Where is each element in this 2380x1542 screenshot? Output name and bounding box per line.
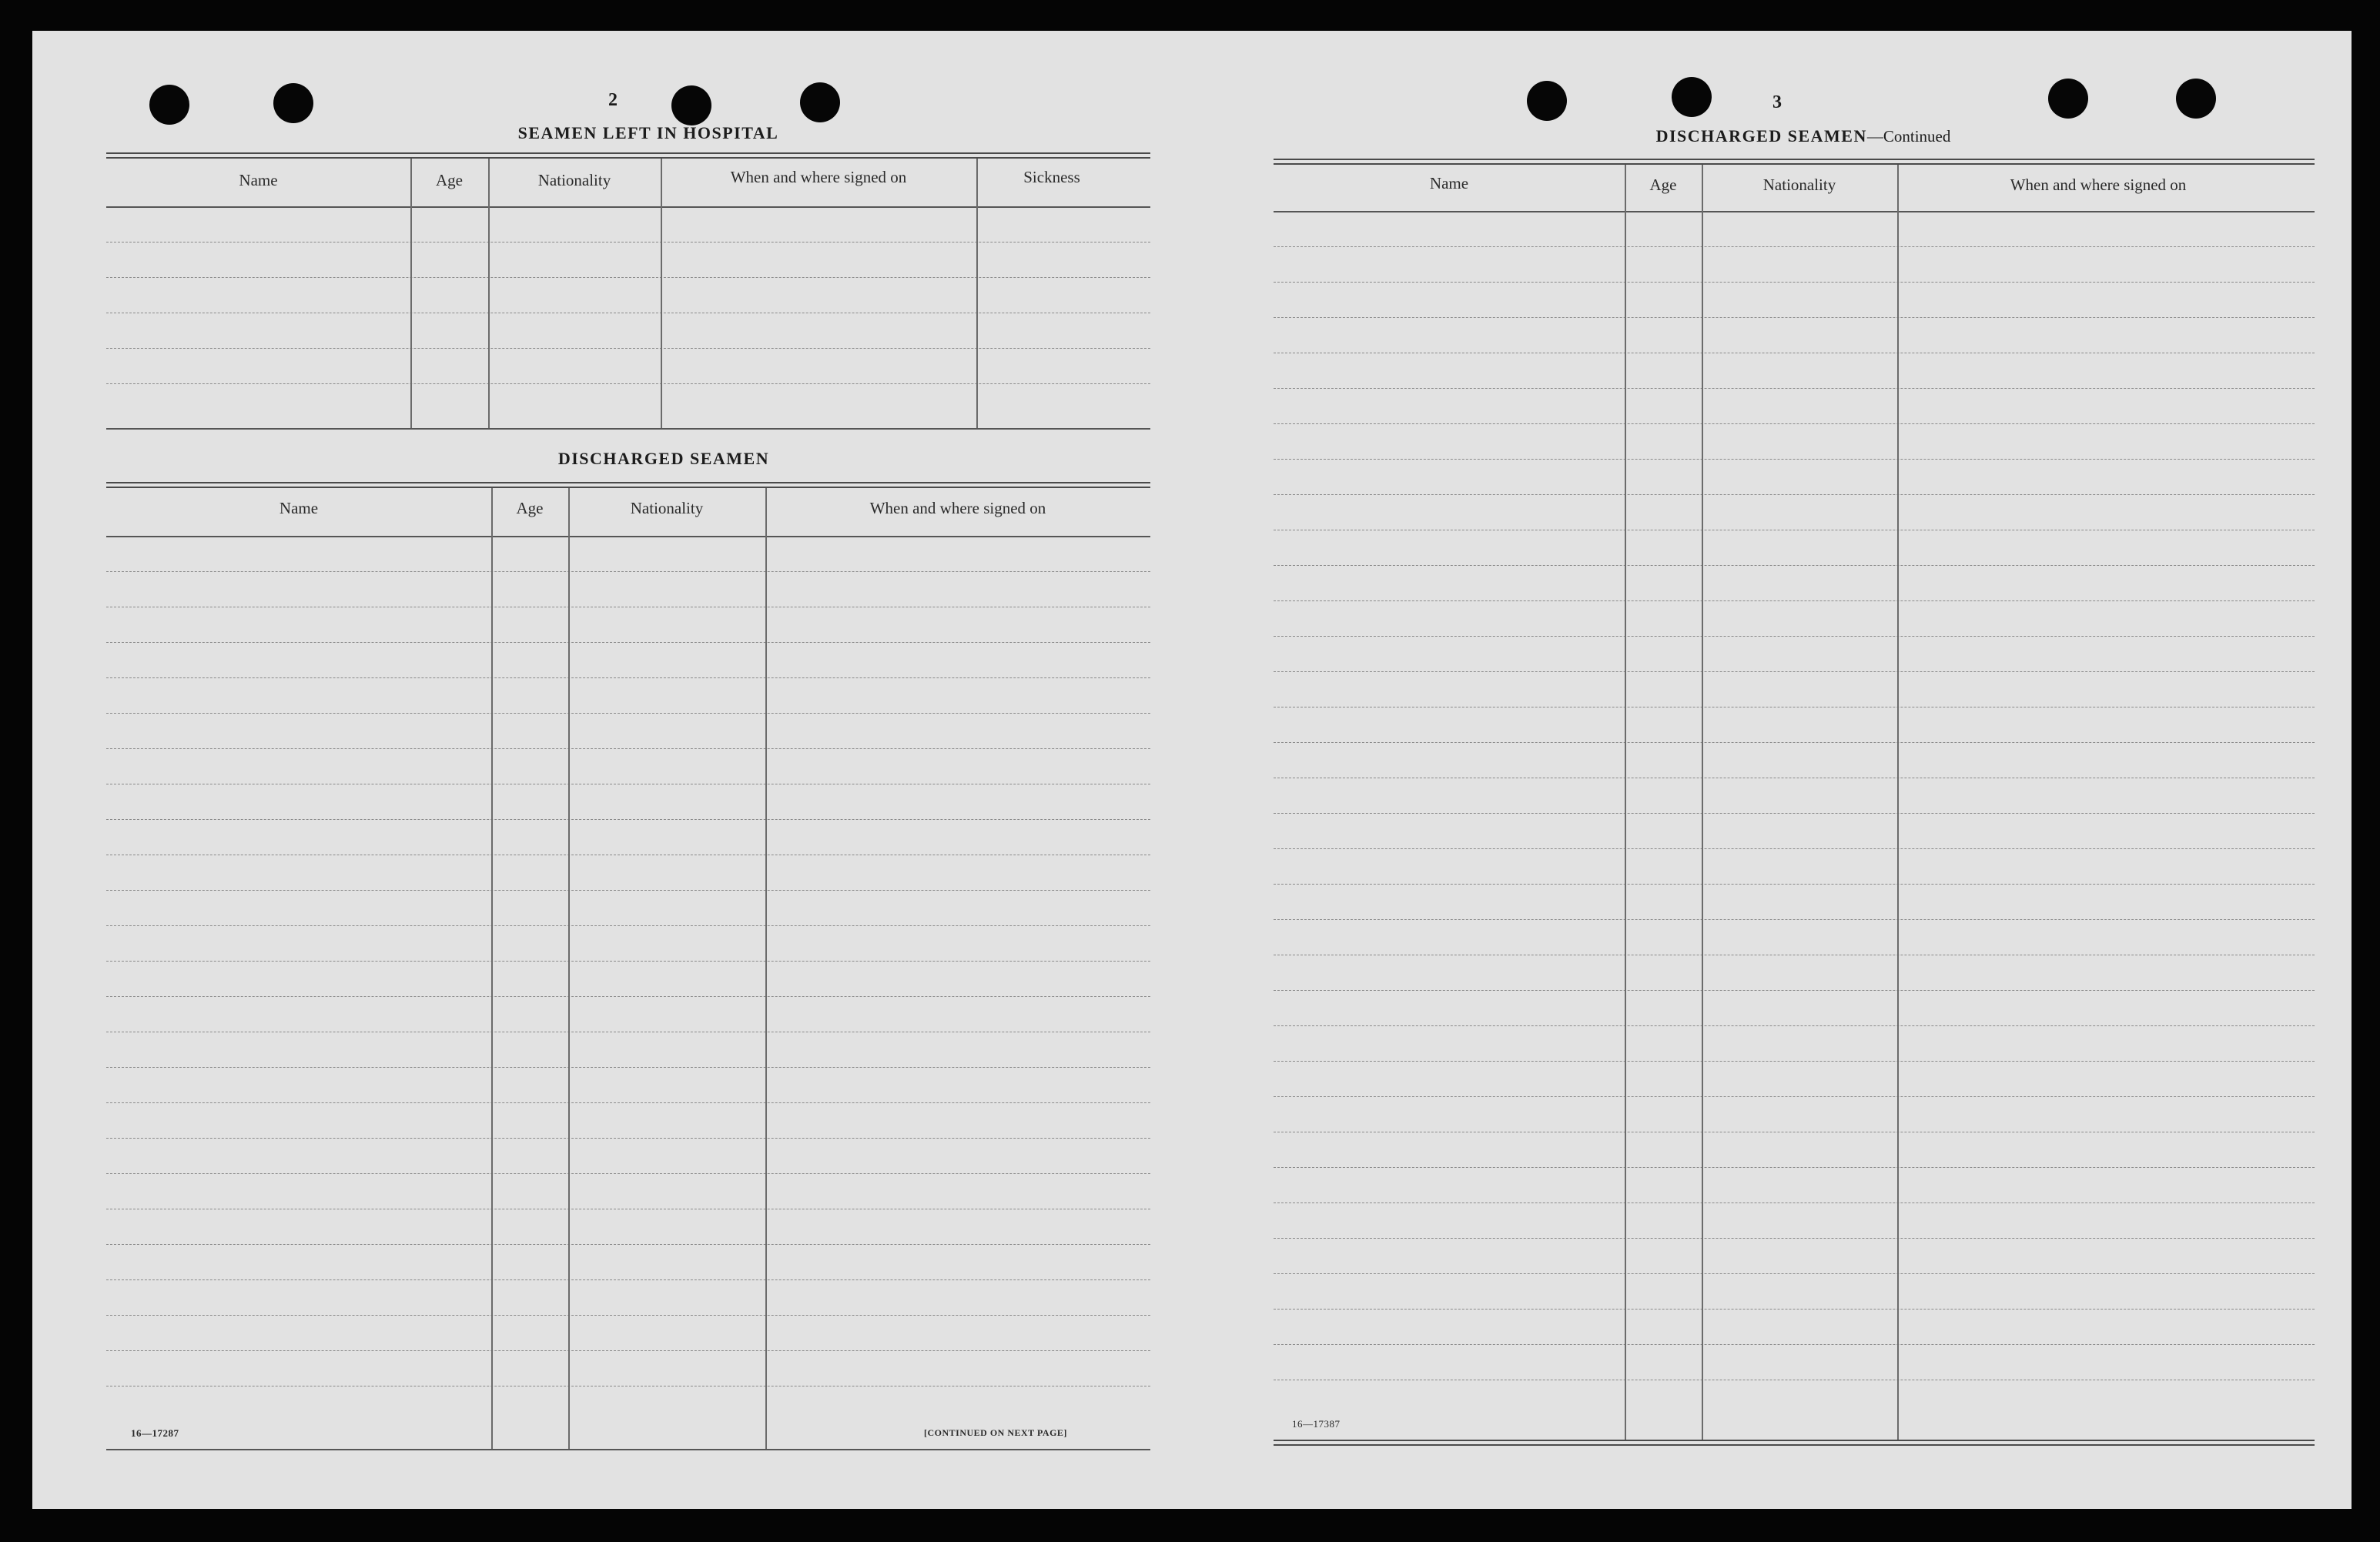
- table-bottom-rule: [106, 1449, 1150, 1450]
- column-header-name: Name: [1429, 174, 1469, 192]
- punch-hole: [800, 82, 840, 122]
- column-header-name: Name: [239, 171, 278, 189]
- discharged-continued-title-main: DISCHARGED SEAMEN: [1655, 126, 1867, 146]
- page-number-left: 2: [608, 90, 618, 110]
- column-header-age: Age: [436, 171, 463, 189]
- continued-suffix: —Continued: [1866, 127, 1951, 146]
- column-header-age: Age: [1649, 176, 1677, 194]
- column-header-sickness: Sickness: [1023, 168, 1080, 186]
- column-divider: [568, 488, 570, 1449]
- discharged-table-right: [1274, 159, 2315, 1444]
- hospital-table: [106, 152, 1150, 431]
- row-rule: [106, 748, 1150, 749]
- row-rule: [106, 277, 1150, 278]
- column-divider: [488, 159, 490, 428]
- row-rule: [1274, 990, 2315, 991]
- row-rule: [106, 1173, 1150, 1174]
- row-rule: [106, 1350, 1150, 1351]
- row-rule: [1274, 494, 2315, 495]
- row-rule: [1274, 1309, 2315, 1310]
- row-rule: [1274, 317, 2315, 318]
- column-divider: [491, 488, 493, 1449]
- row-rule: [106, 1279, 1150, 1280]
- row-rule: [1274, 813, 2315, 814]
- row-rule: [1274, 636, 2315, 637]
- column-header-signed-on: When and where signed on: [730, 168, 907, 186]
- header-rule: [1274, 211, 2315, 212]
- table-top-rule: [106, 482, 1150, 483]
- column-header-signed-on: When and where signed on: [2010, 176, 2187, 194]
- punch-hole: [2176, 79, 2216, 119]
- column-divider: [765, 488, 767, 1449]
- punch-hole: [671, 85, 711, 125]
- row-rule: [1274, 1238, 2315, 1239]
- row-rule: [106, 571, 1150, 572]
- discharged-continued-title: [1565, 126, 2042, 146]
- row-rule: [1274, 565, 2315, 566]
- column-header-nationality: Nationality: [537, 171, 611, 189]
- punch-hole: [149, 85, 189, 125]
- column-header-age: Age: [516, 499, 544, 517]
- row-rule: [1274, 848, 2315, 849]
- column-divider: [1702, 165, 1703, 1440]
- table-top-rule: [1274, 159, 2315, 160]
- row-rule: [1274, 1167, 2315, 1168]
- row-rule: [1274, 600, 2315, 601]
- row-rule: [1274, 919, 2315, 920]
- page-number-right: 3: [1772, 92, 1782, 112]
- column-divider: [976, 159, 978, 428]
- form-sheet: [32, 31, 2352, 1509]
- header-rule: [106, 206, 1150, 208]
- continued-note: [CONTINUED ON NEXT PAGE]: [924, 1427, 1067, 1438]
- header-rule: [106, 536, 1150, 537]
- column-divider: [1897, 165, 1899, 1440]
- punch-hole: [273, 83, 313, 123]
- row-rule: [106, 383, 1150, 384]
- row-rule: [106, 925, 1150, 926]
- column-header-name: Name: [279, 499, 319, 517]
- punch-hole: [1527, 81, 1567, 121]
- row-rule: [1274, 884, 2315, 885]
- row-rule: [106, 242, 1150, 243]
- column-header-nationality: Nationality: [630, 499, 704, 517]
- row-rule: [106, 348, 1150, 349]
- form-number-left: 16—17287: [131, 1427, 179, 1439]
- row-rule: [106, 996, 1150, 997]
- discharged-table-left: [106, 482, 1150, 1452]
- row-rule: [106, 1067, 1150, 1068]
- column-divider: [410, 159, 412, 428]
- row-rule: [1274, 1061, 2315, 1062]
- table-bottom-rule: [1274, 1440, 2315, 1441]
- row-rule: [1274, 1096, 2315, 1097]
- row-rule: [106, 1244, 1150, 1245]
- form-number-right: 16—17387: [1292, 1418, 1341, 1430]
- row-rule: [1274, 1025, 2315, 1026]
- row-rule: [1274, 1344, 2315, 1345]
- row-rule: [1274, 282, 2315, 283]
- column-divider: [661, 159, 662, 428]
- column-divider: [1625, 165, 1626, 1440]
- row-rule: [106, 713, 1150, 714]
- column-header-nationality: Nationality: [1762, 176, 1836, 194]
- punch-hole: [1672, 77, 1712, 117]
- row-rule: [1274, 742, 2315, 743]
- row-rule: [1274, 423, 2315, 424]
- hospital-section-title: SEAMEN LEFT IN HOSPITAL: [517, 123, 779, 142]
- discharged-section-title: DISCHARGED SEAMEN: [557, 449, 770, 468]
- punch-hole: [2048, 79, 2088, 119]
- row-rule: [1274, 246, 2315, 247]
- row-rule: [1274, 459, 2315, 460]
- row-rule: [106, 677, 1150, 678]
- row-rule: [106, 1102, 1150, 1103]
- row-rule: [1274, 671, 2315, 672]
- row-rule: [106, 642, 1150, 643]
- column-header-signed-on: When and where signed on: [869, 499, 1046, 517]
- row-rule: [106, 819, 1150, 820]
- table-top-rule: [106, 152, 1150, 154]
- row-rule: [1274, 1273, 2315, 1274]
- row-rule: [106, 1138, 1150, 1139]
- row-rule: [106, 1315, 1150, 1316]
- row-rule: [106, 961, 1150, 962]
- row-rule: [1274, 388, 2315, 389]
- row-rule: [1274, 1202, 2315, 1203]
- table-bottom-rule: [106, 428, 1150, 430]
- row-rule: [106, 890, 1150, 891]
